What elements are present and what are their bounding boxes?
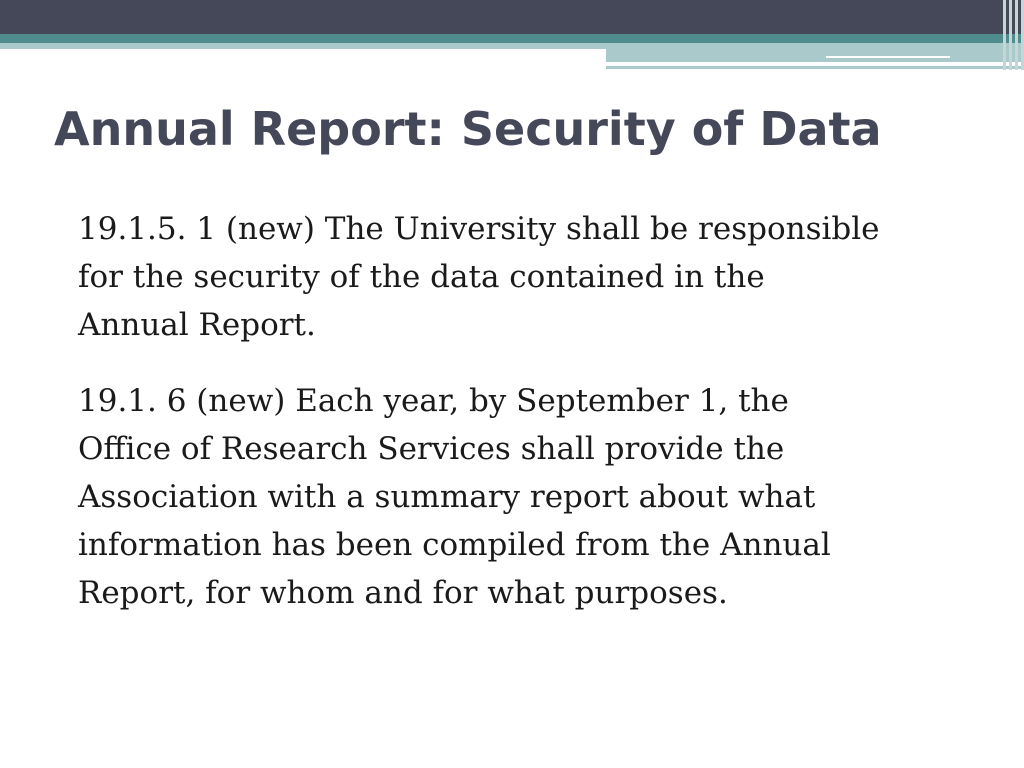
text-line: Association with a summary report about what bbox=[78, 479, 816, 515]
text-line: Report, for whom and for what purposes. bbox=[78, 575, 728, 611]
text-line: 19.1.5. 1 (new) The University shall be responsible bbox=[78, 211, 880, 247]
header-stripe bbox=[1003, 0, 1006, 70]
text-line: Office of Research Services shall provide the bbox=[78, 431, 785, 467]
text-line: Annual Report. bbox=[78, 307, 316, 343]
paragraph-security-responsibility bbox=[78, 205, 978, 349]
header-accent-line bbox=[606, 66, 1024, 69]
header-band-teal bbox=[0, 34, 1024, 43]
slide-body bbox=[78, 205, 978, 645]
header-stripe bbox=[1009, 0, 1012, 70]
text-line: 19.1. 6 (new) Each year, by September 1, the bbox=[78, 383, 789, 419]
text-line: information has been compiled from the Annual bbox=[78, 527, 831, 563]
header-stripe bbox=[1015, 0, 1018, 70]
paragraph-summary-report bbox=[78, 377, 978, 617]
header-band-dark bbox=[0, 0, 1024, 34]
header-accent-thin-line bbox=[826, 56, 950, 58]
text-line: for the security of the data contained in the bbox=[78, 259, 765, 295]
slide-title: Annual Report: Security of Data bbox=[54, 102, 882, 156]
header-accent-block bbox=[606, 49, 1024, 62]
header-stripes bbox=[994, 0, 1024, 70]
